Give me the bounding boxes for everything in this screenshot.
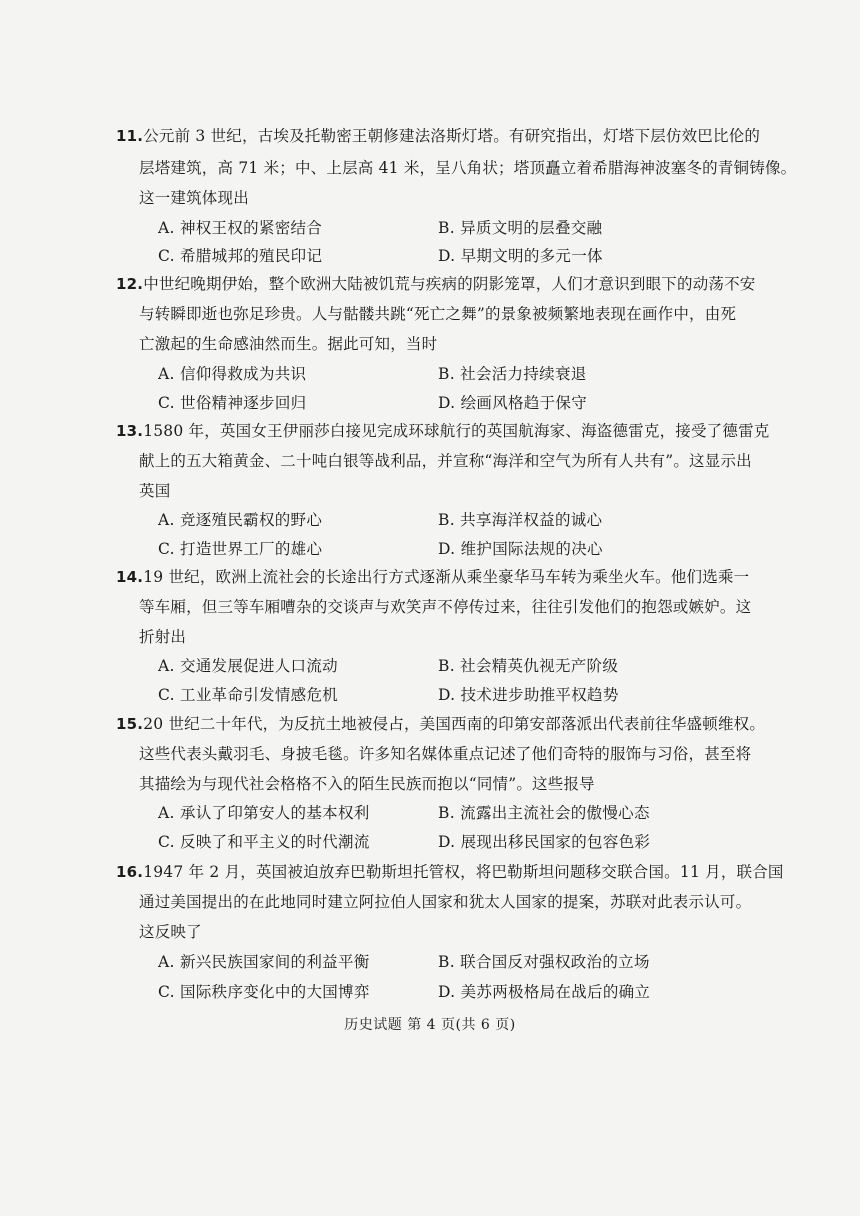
option-d: D. 维护国际法规的决心 xyxy=(438,540,603,558)
question-15-line-1 xyxy=(116,714,765,734)
option-b: B. 社会精英仇视无产阶级 xyxy=(438,657,619,675)
option-c: C. 国际秩序变化中的大国博弈 xyxy=(158,983,370,1001)
question-11-line-1 xyxy=(116,126,760,146)
question-13-line-2: 献上的五大箱黄金、二十吨白银等战利品，并宣称“海洋和空气为所有人共有”。这显示出 xyxy=(139,452,752,470)
question-number: 11. xyxy=(116,127,144,145)
option-a: A. 承认了印第安人的基本权利 xyxy=(158,804,370,822)
option-a: A. 新兴民族国家间的利益平衡 xyxy=(158,953,370,971)
question-15-line-3: 其描绘为与现代社会格格不入的陌生民族而抱以“同情”。这些报导 xyxy=(139,775,595,793)
option-a: A. 信仰得救成为共识 xyxy=(158,365,307,383)
option-b: B. 联合国反对强权政治的立场 xyxy=(438,953,650,971)
question-text: 19 世纪，欧洲上流社会的长途出行方式逐渐从乘坐豪华马车转为乘坐火车。他们选乘一 xyxy=(143,568,750,586)
question-number: 16. xyxy=(116,863,144,881)
option-c: C. 反映了和平主义的时代潮流 xyxy=(158,833,370,851)
question-12-line-2: 与转瞬即逝也弥足珍贵。人与骷髅共跳“死亡之舞”的景象被频繁地表现在画作中，由死 xyxy=(139,305,737,323)
question-16-line-1 xyxy=(116,862,784,882)
option-a: A. 神权王权的紧密结合 xyxy=(158,219,323,237)
question-14-line-3: 折射出 xyxy=(139,628,187,646)
question-11-line-2: 层塔建筑，高 71 米；中、上层高 41 米，呈八角状；塔顶矗立着希腊海神波塞冬的青铜铸像。 xyxy=(139,159,797,177)
option-d: D. 技术进步助推平权趋势 xyxy=(438,686,619,704)
question-text: 1947 年 2 月，英国被迫放弃巴勒斯坦托管权，将巴勒斯坦问题移交联合国。11 月，联合国 xyxy=(143,863,784,881)
option-b: B. 社会活力持续衰退 xyxy=(438,365,587,383)
option-b: B. 异质文明的层叠交融 xyxy=(438,219,603,237)
question-14-line-1 xyxy=(116,567,749,587)
question-16-line-2: 通过美国提出的在此地同时建立阿拉伯人国家和犹太人国家的提案，苏联对此表示认可。 xyxy=(139,893,752,911)
question-text: 中世纪晚期伊始，整个欧洲大陆被饥荒与疾病的阴影笼罩，人们才意识到眼下的动荡不安 xyxy=(143,275,756,293)
option-a: A. 竞逐殖民霸权的野心 xyxy=(158,511,323,529)
question-14-line-2: 等车厢，但三等车厢嘈杂的交谈声与欢笑声不停传过来，往往引发他们的抱怨或嫉妒。这 xyxy=(139,598,752,616)
question-15-line-2: 这些代表头戴羽毛、身披毛毯。许多知名媒体重点记述了他们奇特的服饰与习俗，甚至将 xyxy=(139,745,752,763)
question-number: 12. xyxy=(116,275,144,293)
option-c: C. 世俗精神逐步回归 xyxy=(158,394,307,412)
question-13-line-1 xyxy=(116,421,769,441)
question-16-line-3: 这反映了 xyxy=(139,923,202,941)
question-number: 15. xyxy=(116,715,144,733)
question-12-line-3: 亡激起的生命感油然而生。据此可知，当时 xyxy=(139,335,438,353)
question-text: 公元前 3 世纪，古埃及托勒密王朝修建法洛斯灯塔。有研究指出，灯塔下层仿效巴比伦的 xyxy=(143,127,761,145)
question-11-line-3: 这一建筑体现出 xyxy=(139,189,249,207)
option-b: B. 流露出主流社会的傲慢心态 xyxy=(438,804,650,822)
option-c: C. 希腊城邦的殖民印记 xyxy=(158,247,323,265)
question-12-line-1 xyxy=(116,274,756,294)
question-text: 20 世纪二十年代，为反抗土地被侵占，美国西南的印第安部落派出代表前往华盛顿维权。 xyxy=(143,715,766,733)
question-number: 14. xyxy=(116,568,144,586)
question-number: 13. xyxy=(116,422,144,440)
option-b: B. 共享海洋权益的诚心 xyxy=(438,511,603,529)
option-c: C. 工业革命引发情感危机 xyxy=(158,686,339,704)
option-c: C. 打造世界工厂的雄心 xyxy=(158,540,323,558)
option-d: D. 美苏两极格局在战后的确立 xyxy=(438,983,651,1001)
option-a: A. 交通发展促进人口流动 xyxy=(158,657,338,675)
option-d: D. 早期文明的多元一体 xyxy=(438,247,603,265)
option-d: D. 展现出移民国家的包容色彩 xyxy=(438,833,651,851)
question-text: 1580 年，英国女王伊丽莎白接见完成环球航行的英国航海家、海盗德雷克，接受了德雷克 xyxy=(143,422,770,440)
question-13-line-3: 英国 xyxy=(139,482,171,500)
option-d: D. 绘画风格趋于保守 xyxy=(438,394,588,412)
page-footer: 历史试题 第 4 页(共 6 页) xyxy=(344,1017,516,1033)
